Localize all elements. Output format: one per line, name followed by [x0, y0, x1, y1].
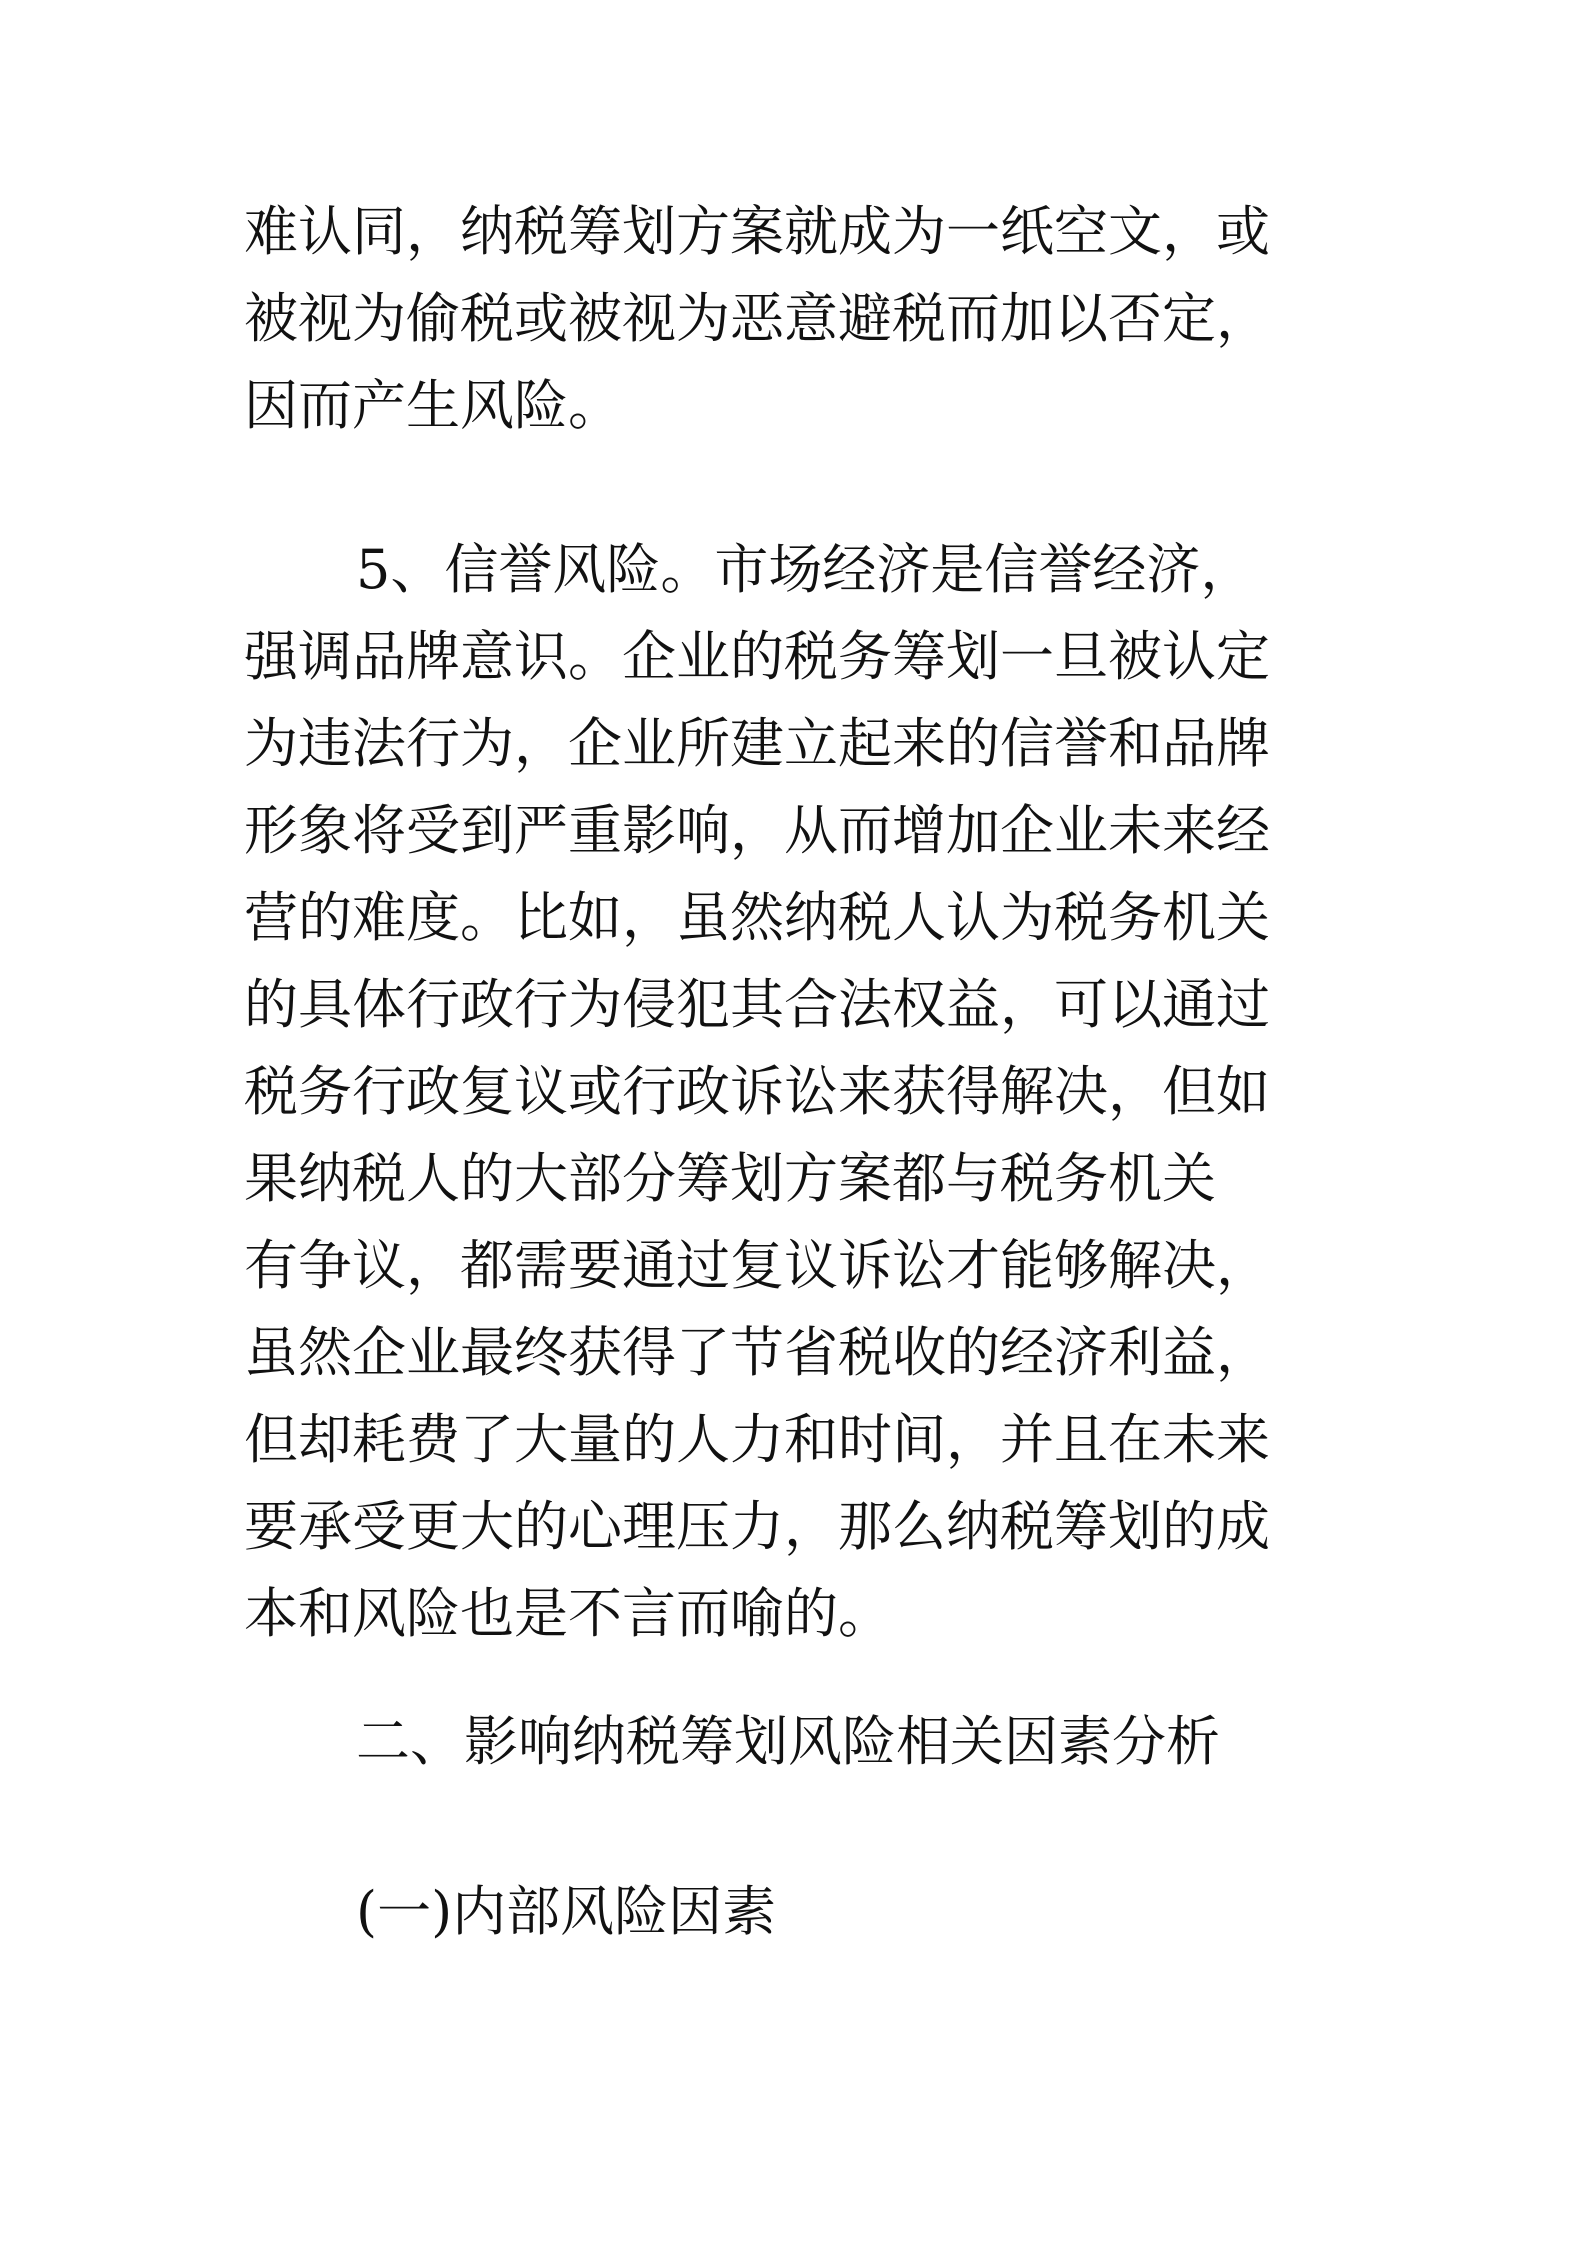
section-heading: 二、影响纳税筹划风险相关因素分析	[356, 1710, 1220, 1773]
paragraph-2-line-6: 的具体行政行为侵犯其合法权益，可以通过	[244, 973, 1270, 1036]
paragraph-2-line-11: 但却耗费了大量的人力和时间，并且在未来	[244, 1408, 1270, 1471]
paragraph-1-line-3: 因而产生风险。	[244, 374, 622, 437]
paragraph-2-line-2: 强调品牌意识。企业的税务筹划一旦被认定	[244, 625, 1270, 688]
paragraph-2-line-8: 果纳税人的大部分筹划方案都与税务机关	[244, 1147, 1216, 1210]
paragraph-2-line-13: 本和风险也是不言而喻的。	[244, 1582, 892, 1645]
paragraph-1-line-2: 被视为偷税或被视为恶意避税而加以否定，	[244, 287, 1270, 350]
paragraph-2-line-7: 税务行政复议或行政诉讼来获得解决，但如	[244, 1060, 1270, 1123]
paragraph-2-line-4: 形象将受到严重影响，从而增加企业未来经	[244, 799, 1270, 862]
paragraph-2-line-1: 5、信誉风险。市场经济是信誉经济，	[356, 538, 1255, 601]
paragraph-2-line-5: 营的难度。比如，虽然纳税人认为税务机关	[244, 886, 1270, 949]
paragraph-2-line-9: 有争议，都需要通过复议诉讼才能够解决，	[244, 1234, 1270, 1297]
paragraph-2-line-3: 为违法行为，企业所建立起来的信誉和品牌	[244, 712, 1270, 775]
paragraph-2-line-10: 虽然企业最终获得了节省税收的经济利益，	[244, 1321, 1270, 1384]
subsection-heading: (一)内部风险因素	[356, 1880, 777, 1943]
paragraph-2-line-12: 要承受更大的心理压力，那么纳税筹划的成	[244, 1495, 1270, 1558]
paragraph-1-line-1: 难认同，纳税筹划方案就成为一纸空文，或	[244, 200, 1270, 263]
